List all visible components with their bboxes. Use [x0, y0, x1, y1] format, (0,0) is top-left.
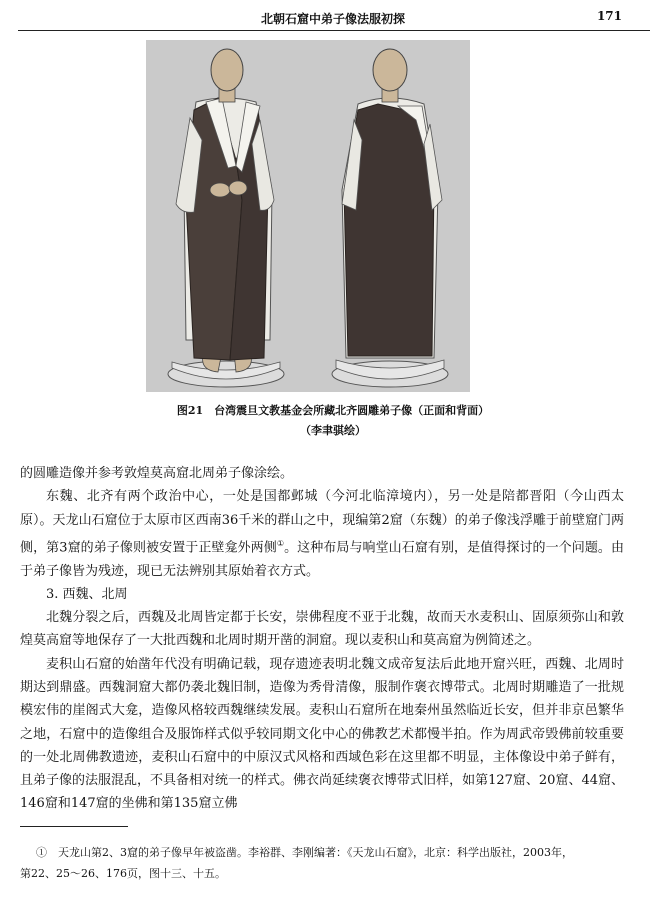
caption-line-1: 图21 台湾震旦文教基金会所藏北齐圆雕弟子像（正面和背面）: [176, 404, 490, 417]
footnote-reference[interactable]: ①: [276, 538, 285, 548]
figure-caption: [0, 401, 666, 441]
footnote: [20, 842, 624, 884]
section-heading: 3. 西魏、北周: [46, 586, 128, 602]
paragraph-2-tail: 。这种布局与响堂山石窟有别，是值得探讨的一个问题。由于弟子像皆为残迹，现已无法辨别其原始着衣方式。: [20, 540, 624, 579]
page-number: 171: [596, 9, 622, 23]
paragraph-3: 北魏分裂之后，西魏及北周皆定都于长安，崇佛程度不亚于北魏，故而天水麦积山、固原须弥山和敦煌莫高窟等地保存了一大批西魏和北周时期开凿的洞窟。现以麦积山和莫高窟为例简述之。: [20, 610, 624, 649]
monk-statue-illustration: [146, 40, 470, 392]
footnote-line-2: 第22、25～26、176页，图十三、十五。: [20, 867, 226, 880]
paragraph-2: [20, 485, 624, 583]
footnote-text-1: 天龙山第2、3窟的弟子像早年被盗凿。李裕群、李刚编著：《天龙山石窟》，北京：科学出版社，2003年，: [58, 846, 573, 859]
running-title: 北朝石窟中弟子像法服初探: [260, 12, 405, 26]
paragraph-4: 麦积山石窟的始凿年代没有明确记载，现存遗迹表明北魏文成帝复法后此地开窟兴旺，西魏、北周时期达到鼎盛。西魏洞窟大都仍袭北魏旧制，造像为秀骨清像，服制作褒衣博带式。北周时期雕造了一批规模宏伟的崖阁式大龛，造像风格较西魏继续发展。麦积山石窟所在地秦州虽然临近长安，但并非京邑繁华之地，石窟中的造像组合及服饰样式似乎较同期文化中心的佛教艺术都慢半拍。作为周武帝毁佛前较重要的一处北周佛教遗迹，麦积山石窟中的中原汉式风格和西域色彩在这里都不明显，主体像设中弟子鲜有，且弟子像的法服混乱，不具备相对统一的样式。佛衣尚延续褒衣博带式旧样，如第127窟、20窟、44窟、146窟和147窟的坐佛和第135窟立佛: [20, 656, 624, 812]
caption-line-2: （李聿骐绘）: [300, 424, 366, 437]
footnote-marker: ①: [36, 846, 47, 859]
paragraph-1: 的圆雕造像并参考敦煌莫高窟北周弟子像涂绘。: [20, 466, 294, 481]
header-rule: [18, 30, 650, 31]
paragraph-2-text: 东魏、北齐有两个政治中心，一处是国都邺城（今河北临漳境内），另一处是陪都晋阳（今山西太原）。天龙山石窟位于太原市区西南36千米的群山之中，现编第2窟（东魏）的弟子像浅浮雕于前壁窟门两侧，第3窟的弟子像则被安置于正壁龛外两侧: [20, 489, 624, 556]
footnote-line-1: [20, 842, 624, 863]
footnote-rule: [20, 826, 128, 827]
body-text: [20, 462, 624, 816]
figure-21-image: [146, 40, 470, 392]
